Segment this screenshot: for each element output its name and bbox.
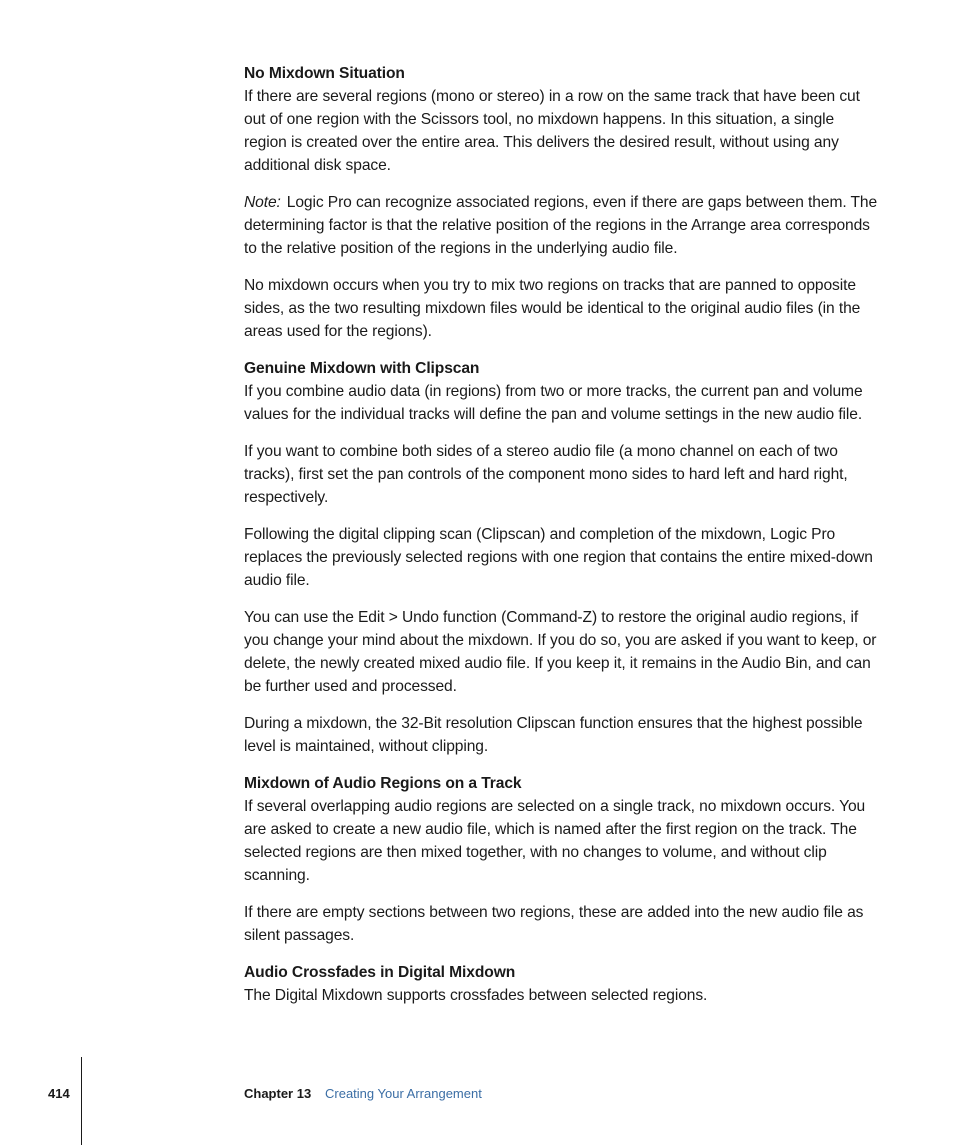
paragraph: No mixdown occurs when you try to mix two regions on tracks that are panned to opposite sides, as the two resulting mixdown files would be identical to the original audio files (in the areas used for the regions). — [244, 277, 861, 340]
section-heading: Mixdown of Audio Regions on a Track — [244, 775, 522, 792]
paragraph: If you combine audio data (in regions) from two or more tracks, the current pan and volume values for the individual tracks will define the pan and volume settings in the new audio file. — [244, 383, 863, 423]
page-number: 414 — [48, 1086, 70, 1101]
section-heading: Audio Crossfades in Digital Mixdown — [244, 964, 516, 981]
footer-chapter-title-link[interactable]: Creating Your Arrangement — [325, 1086, 482, 1101]
paragraph: If you want to combine both sides of a stereo audio file (a mono channel on each of two tracks), first set the pan controls of the component mono sides to hard left and hard right, respectively. — [244, 443, 848, 506]
paragraph: If several overlapping audio regions are selected on a single track, no mixdown occurs. You are asked to create a new audio file, which is named after the first region on the track. The selected regions are then mixed together, with no changes to volume, and without clip scanning. — [244, 798, 866, 884]
note-label: Note: — [244, 194, 281, 211]
note-text: Logic Pro can recognize associated regions, even if there are gaps between them. The determining factor is that the relative position of the regions in the Arrange area corresponds to the relative position of the regions in the underlying audio file. — [244, 194, 878, 257]
section-heading: Genuine Mixdown with Clipscan — [244, 360, 480, 377]
paragraph: The Digital Mixdown supports crossfades between selected regions. — [244, 987, 708, 1004]
section-heading: No Mixdown Situation — [244, 65, 405, 82]
note-paragraph — [244, 191, 880, 260]
footer-divider — [81, 1057, 82, 1145]
paragraph: You can use the Edit > Undo function (Command-Z) to restore the original audio regions, if you change your mind about the mixdown. If you do so, you are asked if you want to keep, or delete, the newly created mixed audio file. If you keep it, it remains in the Audio Bin, and can be further used and processed. — [244, 609, 877, 695]
paragraph: If there are empty sections between two regions, these are added into the new audio file as silent passages. — [244, 904, 864, 944]
page-body — [244, 62, 880, 1021]
paragraph: If there are several regions (mono or stereo) in a row on the same track that have been cut out of one region with the Scissors tool, no mixdown happens. In this situation, a single region is created over the entire area. This delivers the desired result, without using any additional disk space. — [244, 88, 860, 174]
footer-chapter-label: Chapter 13 — [244, 1086, 312, 1101]
paragraph: During a mixdown, the 32-Bit resolution Clipscan function ensures that the highest possible level is maintained, without clipping. — [244, 715, 863, 755]
paragraph: Following the digital clipping scan (Clipscan) and completion of the mixdown, Logic Pro replaces the previously selected regions with one region that contains the entire mixed-down audio file. — [244, 526, 873, 589]
